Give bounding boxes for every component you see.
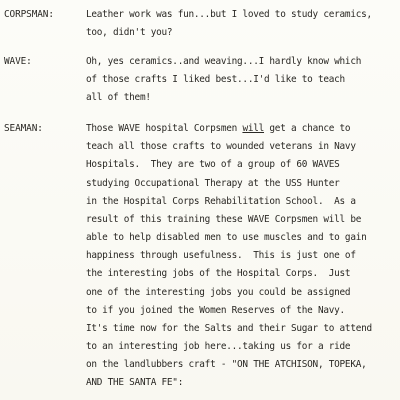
dialogue-line: to if you joined the Women Reserves of the Navy. [86, 305, 345, 316]
dialogue-line: AND THE SANTA FE": [86, 377, 184, 388]
underlined-word: will [242, 123, 265, 134]
dialogue-line: teach all those crafts to wounded veterans in Navy [86, 141, 356, 152]
dialogue-line: Hospitals. They are two of a group of 60 WAVES [86, 159, 340, 170]
dialogue-line: all of them! [86, 92, 151, 103]
dialogue-line: too, didn't you? [86, 27, 173, 38]
speaker-label-wave: WAVE: [4, 56, 32, 67]
line-text: get a chance to [264, 123, 351, 134]
dialogue-line: able to help disabled men to use muscles and to gain [86, 232, 367, 243]
dialogue-line: It's time now for the Salts and their Sugar to attend [86, 323, 372, 334]
dialogue-line [86, 124, 350, 133]
dialogue-line: happiness through usefulness. This is just one of [86, 250, 356, 261]
dialogue-line: in the Hospital Corps Rehabilitation School. As a [86, 196, 356, 207]
dialogue-line: of those crafts I liked best...I'd like to teach [86, 74, 345, 85]
line-text: Those WAVE hospital Corpsmen [86, 123, 243, 134]
speaker-label-corpsman: CORPSMAN: [4, 9, 54, 20]
dialogue-line: Leather work was fun...but I loved to study ceramics, [86, 9, 372, 20]
dialogue-line: Oh, yes ceramics..and weaving...I hardly know which [86, 56, 362, 67]
dialogue-line: the interesting jobs of the Hospital Corps. Just [86, 268, 351, 279]
dialogue-line: on the landlubbers craft - "ON THE ATCHISON, TOPEKA, [86, 359, 367, 370]
dialogue-line: result of this training these WAVE Corpsmen will be [86, 214, 362, 225]
dialogue-line: to an interesting job here...taking us for a ride [86, 341, 351, 352]
dialogue-line: studying Occupational Therapy at the USS Hunter [86, 178, 340, 189]
dialogue-line: one of the interesting jobs you could be assigned [86, 287, 351, 298]
speaker-label-seaman: SEAMAN: [4, 123, 43, 134]
